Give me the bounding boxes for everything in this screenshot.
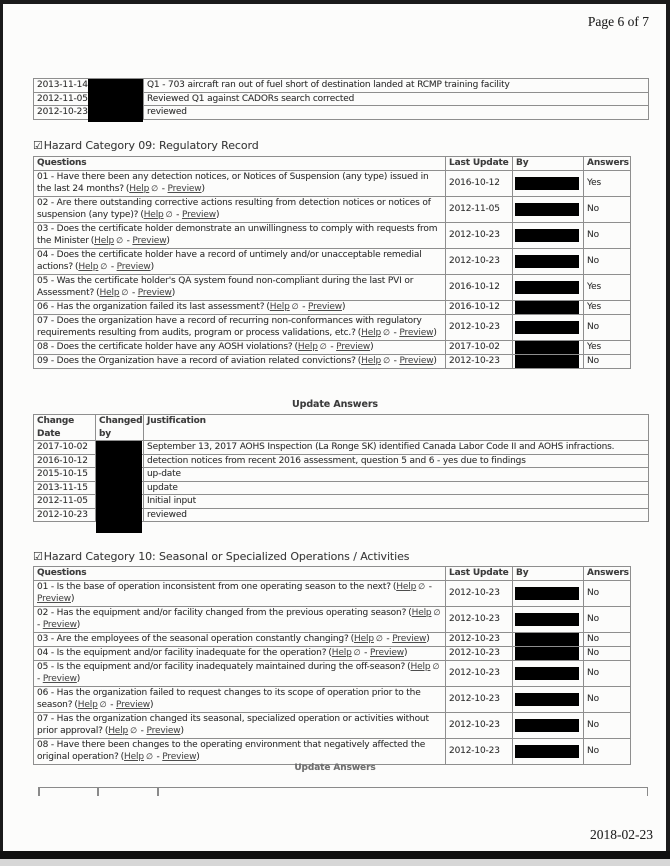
justification: September 13, 2017 AOHS Inspection (La Ronge SK) identified Canada Labor Code II and AOHS infractions. bbox=[144, 441, 649, 455]
scan-frame-top bbox=[0, 0, 670, 4]
redaction-block bbox=[515, 281, 579, 294]
help-link[interactable]: Help bbox=[99, 288, 120, 298]
table-row: 05 - Was the certificate holder's QA system found non-compliant during the last PVI or Assessment? (Help ∅ - Preview) 2016-10-12 Yes bbox=[34, 274, 631, 300]
help-external-icon: ∅ bbox=[130, 726, 137, 735]
help-external-icon: ∅ bbox=[418, 581, 425, 591]
help-external-icon: ∅ bbox=[383, 355, 390, 365]
preview-link[interactable]: Preview bbox=[37, 594, 71, 604]
question-text: 01 - Have there been any detection notices, or Notices of Suspension (any type) issued in the last 24 months? bbox=[37, 171, 429, 194]
checked-checkbox-icon[interactable]: ☑ bbox=[33, 139, 43, 152]
redaction-block bbox=[515, 693, 579, 706]
preview-link[interactable]: Preview bbox=[146, 726, 181, 736]
help-link[interactable]: Help bbox=[94, 236, 115, 246]
col-by: By bbox=[513, 567, 584, 581]
table-row: 01 - Is the base of operation inconsistent from one operating season to the next? (Help ∅ - Preview) 2012-10-23 No bbox=[34, 580, 631, 606]
answer: Yes bbox=[584, 340, 631, 354]
scan-edge-strip bbox=[0, 859, 670, 866]
table-row: 04 - Does the certificate holder have a record of untimely and/or unacceptable remedial actions? (Help ∅ - Preview) 2012-10-23 No bbox=[34, 248, 631, 274]
help-external-icon: ∅ bbox=[432, 661, 440, 671]
preview-link[interactable]: Preview bbox=[399, 355, 434, 366]
question-text: 08 - Does the certificate holder have any AOSH violations? bbox=[37, 341, 293, 352]
preview-link[interactable]: Preview bbox=[162, 752, 197, 762]
redaction-block bbox=[515, 633, 579, 646]
checked-checkbox-icon[interactable]: ☑ bbox=[33, 550, 43, 563]
question-text: 09 - Does the Organization have a record of aviation related convictions? bbox=[37, 355, 356, 366]
answer: Yes bbox=[584, 274, 631, 300]
last-update: 2012-10-23 bbox=[446, 606, 513, 632]
last-update: 2012-10-23 bbox=[446, 580, 513, 606]
answer: Yes bbox=[584, 300, 631, 314]
category10-questions-table bbox=[33, 566, 631, 765]
help-link[interactable]: Help bbox=[143, 210, 164, 220]
answer: No bbox=[584, 248, 631, 274]
change-date: 2013-11-14 bbox=[34, 79, 96, 93]
answer: No bbox=[584, 222, 631, 248]
col-last-update: Last Update bbox=[446, 157, 513, 171]
page-number-label: Page 6 of 7 bbox=[587, 14, 649, 29]
help-external-icon: ∅ bbox=[375, 633, 383, 643]
change-date: 2012-11-05 bbox=[34, 92, 96, 106]
justification: Q1 - 703 aircraft ran out of fuel short of destination landed at RCMP training facility bbox=[144, 79, 649, 93]
answer: No bbox=[584, 354, 631, 368]
table-row: 08 - Does the certificate holder have any AOSH violations? (Help ∅ - Preview) 2017-10-02 Yes bbox=[34, 340, 631, 354]
table-row: 06 - Has the organization failed to request changes to its scope of operation prior to the season? (Help ∅ - Preview) 2012-10-23 No bbox=[34, 686, 631, 712]
question-text: 02 - Has the equipment and/or facility changed from the previous operating season? bbox=[37, 607, 407, 618]
table-row: 03 - Are the employees of the seasonal operation constantly changing? (Help ∅ - Preview) 2012-10-23 No bbox=[34, 632, 631, 646]
answer: No bbox=[584, 738, 631, 764]
help-link[interactable]: Help bbox=[361, 355, 382, 366]
col-answers: Answers bbox=[584, 157, 631, 171]
answer: No bbox=[584, 580, 631, 606]
scan-frame-bottom bbox=[0, 851, 670, 859]
category10-title: ☑Hazard Category 10: Seasonal or Specialized Operations / Activities bbox=[33, 550, 410, 563]
table-row: 04 - Is the equipment and/or facility inadequate for the operation? (Help ∅ - Preview) 2012-10-23 No bbox=[34, 646, 631, 660]
change-date: 2015-10-15 bbox=[34, 468, 96, 482]
partial-table-top-edge bbox=[38, 787, 648, 797]
redaction-block bbox=[515, 203, 579, 216]
question-text: 02 - Are there outstanding corrective actions resulting from detection notices or notices of suspension (any type)? bbox=[37, 197, 431, 220]
last-update: 2016-10-12 bbox=[446, 274, 513, 300]
question-text: 01 - Is the base of operation inconsistent from one operating season to the next? bbox=[37, 581, 391, 592]
redaction-block bbox=[515, 613, 579, 626]
redaction-block bbox=[515, 255, 579, 268]
question-text: 05 - Was the certificate holder's QA system found non-compliant during the last PVI or Assessment? bbox=[37, 275, 414, 298]
help-link[interactable]: Help bbox=[297, 341, 318, 352]
justification: detection notices from recent 2016 assessment, question 5 and 6 - yes due to findings bbox=[144, 454, 649, 468]
change-date: 2017-10-02 bbox=[34, 441, 96, 455]
redaction-block bbox=[515, 355, 579, 368]
answer: No bbox=[584, 314, 631, 340]
footer-date-stamp: 2018-02-23 bbox=[590, 827, 653, 842]
help-link[interactable]: Help bbox=[410, 661, 431, 672]
justification: Reviewed Q1 against CADORs search corrected bbox=[144, 92, 649, 106]
question-text: 07 - Does the organization have a record of recurring non-conformances with regulatory requirements resulting from audits, program or process validations, etc.? bbox=[37, 315, 422, 338]
last-update: 2017-10-02 bbox=[446, 340, 513, 354]
help-link[interactable]: Help bbox=[108, 726, 129, 736]
last-update: 2012-11-05 bbox=[446, 196, 513, 222]
redaction-block bbox=[88, 79, 143, 122]
question-text: 03 - Does the certificate holder demonstrate an unwillingness to comply with requests from the Minister bbox=[37, 223, 438, 246]
table-row: 07 - Does the organization have a record of recurring non-conformances with regulatory requirements resulting from audits, program or process validations, etc.? (Help ∅ - Preview) 2012-10-23 No bbox=[34, 314, 631, 340]
scan-frame-left bbox=[0, 0, 3, 856]
redaction-block bbox=[515, 647, 579, 660]
help-external-icon: ∅ bbox=[433, 607, 441, 617]
redaction-block bbox=[515, 587, 579, 600]
help-external-icon: ∅ bbox=[116, 236, 123, 245]
redaction-block bbox=[515, 667, 579, 680]
col-change-date: Change Date bbox=[34, 415, 96, 441]
justification: Initial input bbox=[144, 495, 649, 509]
justification: up-date bbox=[144, 468, 649, 482]
scan-frame-right bbox=[666, 0, 670, 856]
help-link[interactable]: Help bbox=[361, 328, 382, 338]
help-external-icon: ∅ bbox=[383, 328, 390, 337]
redaction-block bbox=[515, 177, 579, 190]
change-date: 2012-10-23 bbox=[34, 106, 96, 120]
preview-link[interactable]: Preview bbox=[370, 647, 404, 658]
change-date: 2013-11-15 bbox=[34, 481, 96, 495]
help-external-icon: ∅ bbox=[319, 341, 327, 351]
redaction-block bbox=[515, 745, 579, 758]
last-update: 2012-10-23 bbox=[446, 712, 513, 738]
help-link[interactable]: Help bbox=[331, 647, 352, 658]
answer: No bbox=[584, 632, 631, 646]
help-link[interactable]: Help bbox=[124, 752, 144, 762]
preview-link[interactable]: Preview bbox=[392, 633, 427, 644]
last-update: 2016-10-12 bbox=[446, 170, 513, 196]
table-row: 06 - Has the organization failed its last assessment? (Help ∅ - Preview) 2016-10-12 Yes bbox=[34, 300, 631, 314]
col-answers: Answers bbox=[584, 567, 631, 581]
last-update: 2012-10-23 bbox=[446, 632, 513, 646]
preview-link[interactable]: Preview bbox=[137, 288, 172, 298]
last-update: 2012-10-23 bbox=[446, 738, 513, 764]
question-text: 04 - Does the certificate holder have a record of untimely and/or unacceptable remedial actions? bbox=[37, 249, 422, 272]
col-last-update: Last Update bbox=[446, 567, 513, 581]
answer: No bbox=[584, 196, 631, 222]
help-link[interactable]: Help bbox=[77, 700, 98, 710]
justification: reviewed bbox=[144, 508, 649, 522]
question-text: 06 - Has the organization failed to request changes to its scope of operation prior to the season? bbox=[37, 687, 421, 710]
prior-update-answers-table bbox=[33, 78, 648, 120]
preview-link[interactable]: Preview bbox=[167, 184, 202, 194]
col-changed-by: Changed by bbox=[96, 415, 144, 441]
last-update: 2016-10-12 bbox=[446, 300, 513, 314]
preview-link[interactable]: Preview bbox=[399, 328, 434, 338]
question-text: 07 - Has the organization changed its seasonal, specialized operation or activities without prior approval? bbox=[37, 713, 429, 736]
update-answers-table bbox=[33, 414, 648, 522]
redaction-block bbox=[515, 321, 579, 334]
answer: No bbox=[584, 646, 631, 660]
justification: update bbox=[144, 481, 649, 495]
last-update: 2012-10-23 bbox=[446, 646, 513, 660]
table-row: 01 - Have there been any detection notices, or Notices of Suspension (any type) issued in the last 24 months? (Help ∅ - Preview) 2016-10-12 Yes bbox=[34, 170, 631, 196]
change-date: 2012-11-05 bbox=[34, 495, 96, 509]
question-text: 03 - Are the employees of the seasonal operation constantly changing? bbox=[37, 633, 349, 644]
preview-link[interactable]: Preview bbox=[181, 210, 216, 220]
col-questions: Questions bbox=[34, 157, 446, 171]
change-date: 2016-10-12 bbox=[34, 454, 96, 468]
update-answers-heading: Update Answers bbox=[292, 399, 378, 410]
update-answers-heading: Update Answers bbox=[294, 763, 376, 773]
last-update: 2012-10-23 bbox=[446, 686, 513, 712]
last-update: 2012-10-23 bbox=[446, 314, 513, 340]
help-external-icon: ∅ bbox=[151, 184, 158, 193]
preview-link[interactable]: Preview bbox=[42, 674, 77, 684]
answer: No bbox=[584, 660, 631, 686]
table-header-row bbox=[34, 157, 631, 171]
change-date: 2012-10-23 bbox=[34, 508, 96, 522]
help-external-icon: ∅ bbox=[121, 288, 129, 297]
help-link[interactable]: Help bbox=[78, 262, 99, 272]
question-text: 06 - Has the organization failed its last assessment? bbox=[37, 301, 265, 312]
category09-title: ☑Hazard Category 09: Regulatory Record bbox=[33, 139, 259, 152]
preview-link[interactable]: Preview bbox=[336, 341, 371, 352]
category09-questions-table bbox=[33, 156, 631, 369]
col-questions: Questions bbox=[34, 567, 446, 581]
answer: No bbox=[584, 712, 631, 738]
last-update: 2012-10-23 bbox=[446, 222, 513, 248]
help-link[interactable]: Help bbox=[396, 581, 417, 592]
table-row: 02 - Are there outstanding corrective actions resulting from detection notices or notices of suspension (any type)? (Help ∅ - Preview) 2012-11-05 No bbox=[34, 196, 631, 222]
justification: reviewed bbox=[144, 106, 649, 120]
redaction-block bbox=[96, 441, 142, 533]
redaction-block bbox=[515, 719, 579, 732]
question-text: 05 - Is the equipment and/or facility inadequately maintained during the off-season? bbox=[37, 661, 406, 672]
help-external-icon: ∅ bbox=[100, 262, 108, 271]
last-update: 2012-10-23 bbox=[446, 354, 513, 368]
preview-link[interactable]: Preview bbox=[132, 236, 167, 246]
redaction-block bbox=[515, 229, 579, 242]
question-text: 08 - Have there been changes to the operating environment that negatively affected the original operation? bbox=[37, 739, 426, 762]
table-row: 03 - Does the certificate holder demonstrate an unwillingness to comply with requests from the Minister (Help ∅ - Preview) 2012-10-23 No bbox=[34, 222, 631, 248]
help-link[interactable]: Help bbox=[269, 301, 290, 312]
preview-link[interactable]: Preview bbox=[308, 301, 342, 312]
table-row: 08 - Have there been changes to the operating environment that negatively affected the original operation? (Help ∅ - Preview) 2012-10-23 No bbox=[34, 738, 631, 764]
help-external-icon: ∅ bbox=[145, 752, 153, 761]
help-external-icon: ∅ bbox=[99, 700, 107, 709]
help-link[interactable]: Help bbox=[411, 607, 432, 618]
preview-link[interactable]: Preview bbox=[116, 262, 151, 272]
table-row: 07 - Has the organization changed its seasonal, specialized operation or activities without prior approval? (Help ∅ - Preview) 2012-10-23 No bbox=[34, 712, 631, 738]
table-header-row bbox=[34, 415, 649, 441]
redaction-block bbox=[515, 301, 579, 314]
table-row: 02 - Has the equipment and/or facility changed from the previous operating season? (Help ∅ - Preview) 2012-10-23 No bbox=[34, 606, 631, 632]
help-external-icon: ∅ bbox=[353, 647, 361, 657]
preview-link[interactable]: Preview bbox=[116, 700, 151, 710]
table-row: 09 - Does the Organization have a record of aviation related convictions? (Help ∅ - Preview) 2012-10-23 No bbox=[34, 354, 631, 368]
answer: No bbox=[584, 686, 631, 712]
help-external-icon: ∅ bbox=[165, 210, 173, 219]
last-update: 2012-10-23 bbox=[446, 660, 513, 686]
redaction-block bbox=[515, 341, 579, 354]
preview-link[interactable]: Preview bbox=[42, 620, 77, 630]
help-link[interactable]: Help bbox=[129, 184, 150, 194]
col-justification: Justification bbox=[144, 415, 649, 441]
answer: Yes bbox=[584, 170, 631, 196]
table-header-row bbox=[34, 567, 631, 581]
last-update: 2012-10-23 bbox=[446, 248, 513, 274]
help-link[interactable]: Help bbox=[353, 633, 374, 644]
answer: No bbox=[584, 606, 631, 632]
col-by: By bbox=[513, 157, 584, 171]
question-text: 04 - Is the equipment and/or facility inadequate for the operation? bbox=[37, 647, 327, 658]
help-external-icon: ∅ bbox=[291, 301, 299, 311]
table-row: 05 - Is the equipment and/or facility inadequately maintained during the off-season? (Help ∅ - Preview) 2012-10-23 No bbox=[34, 660, 631, 686]
